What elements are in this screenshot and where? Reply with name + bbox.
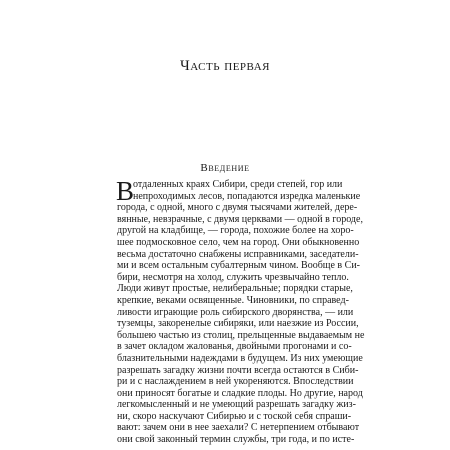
text-line: города, с одной, много с двумя тысячами жителей, дере- [117, 202, 358, 214]
text-line: бири, несмотря на холод, служить чрезвычайно тепло. [117, 271, 349, 283]
text-line: непроходимых лесов, попадаются изредка маленькие [133, 190, 361, 202]
text-line: они свой законный термин службы, три года, и по исте- [117, 434, 355, 446]
text-line: Люди живут простые, нелиберальные; порядки старые, [117, 283, 353, 295]
text-line: разрешать загадку жизни почти всегда остаются в Сиби- [117, 364, 359, 376]
text-line: ми и всем остальным субалтерным чином. Вообще в Си- [117, 260, 361, 272]
text-line: ри и с наслаждением в ней укореняются. Впоследствии [117, 376, 354, 388]
text-line: весьма достаточно снабжены исправниками, заседатели- [117, 248, 359, 260]
text-line: в зачет окладом жалованья, двойными прогонами и со- [117, 341, 352, 353]
drop-cap: В [116, 176, 135, 206]
text-line: вянные, невзрачные, с двумя церквами — одной в городе, [117, 213, 363, 225]
text-line: ни, скоро наскучают Сибирью и с тоской себя спраши- [117, 410, 352, 422]
text-line: вают: зачем они в нее заехали? С нетерпением отбывают [117, 422, 360, 434]
chapter-title: Введение [200, 162, 250, 174]
text-line: ливости играющие роль сибирского дворянства, — или [117, 306, 354, 318]
text-line: блазнительными надеждами в будущем. Из них умеющие [117, 352, 363, 364]
text-line: шее подмосковное село, чем на город. Они обыкновенно [117, 236, 360, 248]
text-line: они приносят богатые и сладкие плоды. Но другие, народ [117, 387, 363, 399]
text-line: крепкие, веками освященные. Чиновники, по справед- [117, 294, 349, 306]
text-line: легкомысленный и не умеющий разрешать загадку жиз- [117, 399, 356, 411]
text-line: туземцы, закоренелые сибиряки, или наезжие из России, [117, 318, 359, 330]
text-line: большею частью из столиц, прельщенные выдаваемым не [117, 329, 365, 341]
part-title: Часть первая [180, 58, 270, 74]
text-line: отдаленных краях Сибири, среди степей, гор или [133, 179, 343, 190]
text-line: другой на кладбище, — города, похожие более на хоро- [117, 225, 354, 237]
body-text [116, 176, 365, 446]
